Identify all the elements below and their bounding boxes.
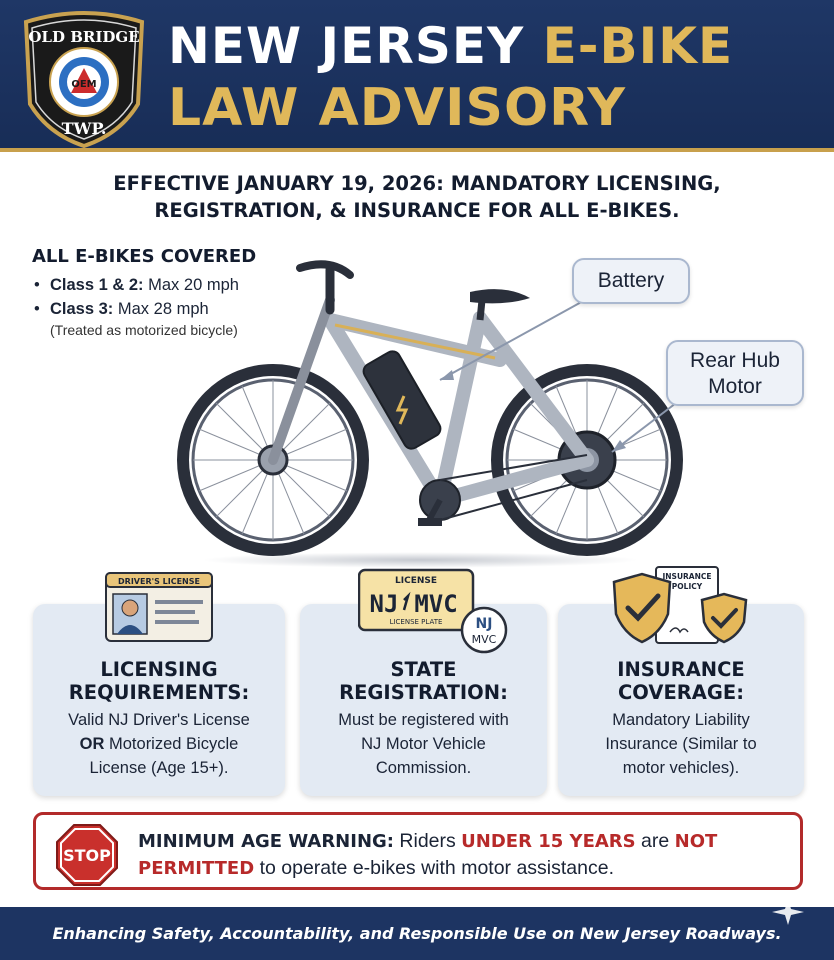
warning-text: MINIMUM AGE WARNING: Riders UNDER 15 YEARS are NOT PERMITTED to operate e-bikes with motor assistance.	[138, 830, 718, 879]
rear-hub-motor-callout	[666, 340, 804, 406]
insurance-policy-icon	[612, 566, 750, 646]
svg-text:LICENSE: LICENSE	[395, 576, 437, 586]
badge-top-text: OLD BRIDGE	[28, 28, 140, 46]
card-body: Must be registered with NJ Motor Vehicle Commission.	[338, 711, 509, 777]
class-note: (Treated as motorized bicycle)	[50, 322, 238, 338]
svg-text:POLICY: POLICY	[671, 582, 703, 591]
svg-text:STOP: STOP	[63, 846, 111, 865]
card-title: STATE REGISTRATION:	[339, 658, 508, 704]
card-title: INSURANCE COVERAGE:	[617, 658, 745, 704]
motor-callout-line-2: Motor	[708, 375, 762, 398]
effective-line-2: REGISTRATION, & INSURANCE FOR ALL E-BIKES.	[154, 199, 680, 222]
class-item: • Class 3: Max 28 mph	[32, 297, 256, 321]
svg-text:DRIVER'S LICENSE: DRIVER'S LICENSE	[118, 577, 200, 586]
card-title: LICENSING REQUIREMENTS:	[68, 658, 250, 704]
class-item: • Class 1 & 2: Max 20 mph	[32, 273, 256, 297]
svg-text:INSURANCE: INSURANCE	[662, 572, 712, 581]
effective-line-1: EFFECTIVE JANUARY 19, 2026: MANDATORY LICENSING,	[113, 172, 721, 195]
badge-center-text: OEM	[71, 79, 97, 90]
stop-sign-icon	[56, 824, 118, 886]
oem-badge-icon	[16, 8, 152, 148]
svg-text:NJ: NJ	[369, 590, 399, 618]
minimum-age-warning	[33, 812, 803, 890]
covered-heading: ALL E-BIKES COVERED	[32, 246, 257, 267]
footer-tagline: Enhancing Safety, Accountability, and Responsible Use on New Jersey Roadways.	[0, 907, 834, 960]
svg-text:LICENSE PLATE: LICENSE PLATE	[389, 618, 443, 626]
effective-date-banner	[20, 170, 814, 224]
svg-text:NJ: NJ	[475, 616, 493, 632]
sparkle-icon	[770, 897, 806, 927]
title-line-2: LAW ADVISORY	[168, 78, 627, 138]
title-ebike: E-BIKE	[542, 17, 734, 75]
title-new-jersey: NEW JERSEY	[168, 17, 525, 75]
card-body: Mandatory Liability Insurance (Similar to motor vehicles).	[605, 711, 757, 777]
header-banner	[0, 0, 834, 152]
license-plate-icon	[358, 568, 510, 654]
battery-callout: Battery	[572, 258, 690, 304]
title-line-1	[168, 18, 733, 74]
drivers-license-icon	[105, 572, 213, 642]
svg-text:MVC: MVC	[471, 633, 497, 646]
svg-text:MVC: MVC	[414, 590, 458, 618]
card-body: Valid NJ Driver's License OR Motorized Bicycle License (Age 15+).	[68, 711, 250, 777]
badge-bottom-text: TWP.	[61, 119, 107, 138]
motor-callout-line-1: Rear Hub	[690, 349, 780, 372]
